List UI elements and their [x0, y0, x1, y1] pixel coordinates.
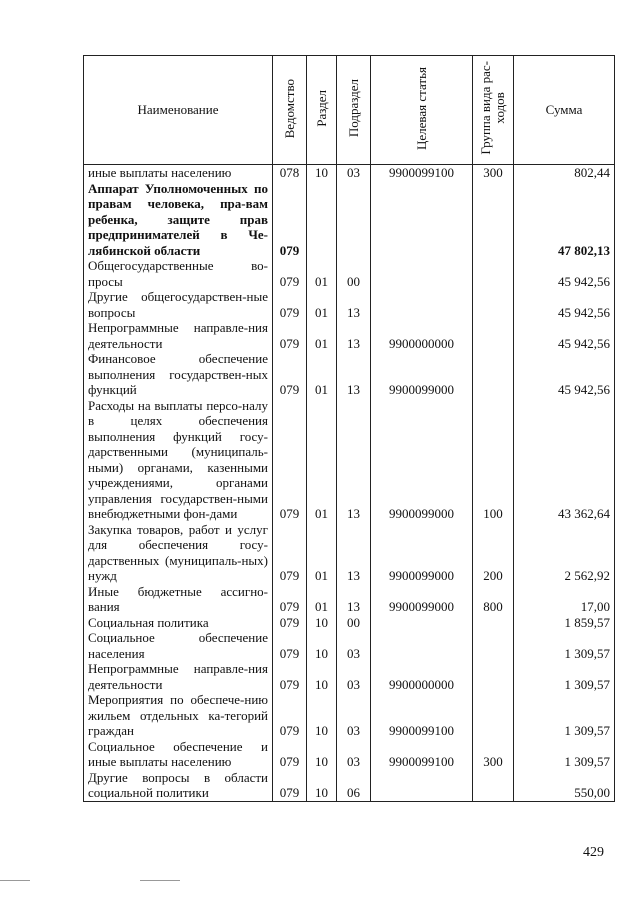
- row-summa: 1 309,57: [514, 692, 615, 739]
- row-podrazdel: 03: [337, 630, 371, 661]
- table-row: [84, 770, 615, 802]
- row-tselevaya-statya: 9900099100: [371, 739, 473, 770]
- row-podrazdel: 13: [337, 289, 371, 320]
- table-row: [84, 320, 615, 351]
- row-name: Закупка товаров, работ и услуг для обеспечения госу-дарственных (муниципаль-ных) нужд: [84, 522, 273, 584]
- row-name: Финансовое обеспечение выполнения государствен-ных функций: [84, 351, 273, 398]
- row-tselevaya-statya: 9900099000: [371, 584, 473, 615]
- row-razdel: 01: [307, 320, 337, 351]
- row-vedomstvo: 079: [273, 770, 307, 802]
- row-vedomstvo: 079: [273, 258, 307, 289]
- table-row: [84, 692, 615, 739]
- row-vedomstvo: 079: [273, 630, 307, 661]
- row-gruppa: 100: [473, 398, 514, 522]
- row-name: Непрограммные направле-ния деятельности: [84, 320, 273, 351]
- row-name: Аппарат Уполномоченных по правам человека, пра-вам ребенка, защите прав предпринимателей в Че-лябинской области: [84, 181, 273, 259]
- row-podrazdel: 03: [337, 661, 371, 692]
- table-header-row: [84, 56, 615, 165]
- row-gruppa: [473, 692, 514, 739]
- row-razdel: 10: [307, 615, 337, 631]
- row-tselevaya-statya: 9900000000: [371, 661, 473, 692]
- row-vedomstvo: 079: [273, 661, 307, 692]
- row-name: Социальная политика: [84, 615, 273, 631]
- row-podrazdel: 13: [337, 584, 371, 615]
- row-name: Мероприятия по обеспече-нию жильем отдельных ка-тегорий граждан: [84, 692, 273, 739]
- row-summa: 45 942,56: [514, 258, 615, 289]
- row-gruppa: [473, 630, 514, 661]
- row-name: Общегосударственные во-просы: [84, 258, 273, 289]
- row-summa: 1 309,57: [514, 661, 615, 692]
- row-podrazdel: 00: [337, 258, 371, 289]
- row-gruppa: [473, 770, 514, 802]
- row-gruppa: 300: [473, 165, 514, 181]
- row-tselevaya-statya: 9900099100: [371, 692, 473, 739]
- row-vedomstvo: 079: [273, 692, 307, 739]
- row-tselevaya-statya: [371, 630, 473, 661]
- row-vedomstvo: 079: [273, 289, 307, 320]
- row-razdel: 10: [307, 770, 337, 802]
- row-tselevaya-statya: [371, 615, 473, 631]
- row-podrazdel: 03: [337, 692, 371, 739]
- row-podrazdel: 13: [337, 351, 371, 398]
- row-razdel: 10: [307, 630, 337, 661]
- row-podrazdel: 03: [337, 739, 371, 770]
- row-summa: 43 362,64: [514, 398, 615, 522]
- row-razdel: 01: [307, 258, 337, 289]
- row-name: иные выплаты населению: [84, 165, 273, 181]
- row-podrazdel: 06: [337, 770, 371, 802]
- row-summa: 1 309,57: [514, 630, 615, 661]
- row-tselevaya-statya: [371, 258, 473, 289]
- row-vedomstvo: 079: [273, 181, 307, 259]
- table-row: [84, 181, 615, 259]
- header-gruppa-vida-raskhodov: Группа вида рас- ходов: [473, 56, 514, 165]
- header-tselevaya-statya: Целевая статья: [371, 56, 473, 165]
- row-podrazdel: [337, 181, 371, 259]
- row-vedomstvo: 079: [273, 320, 307, 351]
- row-tselevaya-statya: [371, 289, 473, 320]
- table-row: [84, 351, 615, 398]
- row-summa: 2 562,92: [514, 522, 615, 584]
- row-summa: 1 859,57: [514, 615, 615, 631]
- table-row: [84, 615, 615, 631]
- row-summa: 550,00: [514, 770, 615, 802]
- row-gruppa: [473, 258, 514, 289]
- header-razdel: Раздел: [307, 56, 337, 165]
- scan-artifact: [140, 880, 180, 881]
- row-summa: 45 942,56: [514, 320, 615, 351]
- page-number: 429: [583, 845, 604, 860]
- row-razdel: 10: [307, 165, 337, 181]
- table-row: [84, 398, 615, 522]
- header-vedomstvo: Ведомство: [273, 56, 307, 165]
- row-podrazdel: 13: [337, 320, 371, 351]
- row-gruppa: [473, 289, 514, 320]
- row-razdel: 10: [307, 661, 337, 692]
- row-vedomstvo: 079: [273, 351, 307, 398]
- row-tselevaya-statya: 9900099100: [371, 165, 473, 181]
- row-gruppa: [473, 615, 514, 631]
- row-razdel: 01: [307, 398, 337, 522]
- row-name: Социальное обеспечение и иные выплаты населению: [84, 739, 273, 770]
- row-podrazdel: 13: [337, 522, 371, 584]
- row-summa: 1 309,57: [514, 739, 615, 770]
- row-razdel: 01: [307, 522, 337, 584]
- table-row: [84, 165, 615, 181]
- row-razdel: 01: [307, 289, 337, 320]
- row-tselevaya-statya: [371, 181, 473, 259]
- budget-table: [83, 55, 615, 802]
- row-podrazdel: 00: [337, 615, 371, 631]
- row-name: Социальное обеспечение населения: [84, 630, 273, 661]
- header-summa: Сумма: [514, 56, 615, 165]
- row-tselevaya-statya: 9900000000: [371, 320, 473, 351]
- row-tselevaya-statya: 9900099000: [371, 351, 473, 398]
- row-vedomstvo: 078: [273, 165, 307, 181]
- row-gruppa: 300: [473, 739, 514, 770]
- table-row: [84, 289, 615, 320]
- row-razdel: 10: [307, 692, 337, 739]
- row-razdel: [307, 181, 337, 259]
- row-name: Непрограммные направле-ния деятельности: [84, 661, 273, 692]
- row-gruppa: [473, 661, 514, 692]
- row-gruppa: 200: [473, 522, 514, 584]
- row-summa: 17,00: [514, 584, 615, 615]
- row-gruppa: [473, 320, 514, 351]
- row-summa: 802,44: [514, 165, 615, 181]
- row-razdel: 01: [307, 351, 337, 398]
- row-name: Иные бюджетные ассигно-вания: [84, 584, 273, 615]
- row-name: Другие общегосударствен-ные вопросы: [84, 289, 273, 320]
- header-podrazdel: Подраздел: [337, 56, 371, 165]
- scan-artifact: [0, 880, 30, 881]
- row-summa: 47 802,13: [514, 181, 615, 259]
- table-row: [84, 522, 615, 584]
- row-tselevaya-statya: 9900099000: [371, 522, 473, 584]
- table-row: [84, 630, 615, 661]
- row-tselevaya-statya: 9900099000: [371, 398, 473, 522]
- row-vedomstvo: 079: [273, 522, 307, 584]
- row-summa: 45 942,56: [514, 351, 615, 398]
- row-podrazdel: 13: [337, 398, 371, 522]
- row-gruppa: [473, 351, 514, 398]
- row-podrazdel: 03: [337, 165, 371, 181]
- table-row: [84, 661, 615, 692]
- table-row: [84, 584, 615, 615]
- row-tselevaya-statya: [371, 770, 473, 802]
- table-row: [84, 739, 615, 770]
- row-vedomstvo: 079: [273, 398, 307, 522]
- row-vedomstvo: 079: [273, 615, 307, 631]
- row-razdel: 01: [307, 584, 337, 615]
- row-vedomstvo: 079: [273, 584, 307, 615]
- row-razdel: 10: [307, 739, 337, 770]
- row-name: Другие вопросы в области социальной политики: [84, 770, 273, 802]
- row-gruppa: [473, 181, 514, 259]
- row-summa: 45 942,56: [514, 289, 615, 320]
- header-name: Наименование: [84, 56, 273, 165]
- row-gruppa: 800: [473, 584, 514, 615]
- row-vedomstvo: 079: [273, 739, 307, 770]
- table-row: [84, 258, 615, 289]
- row-name: Расходы на выплаты персо-налу в целях обеспечения выполнения функций госу-дарственными (муниципаль-ными) органами, казенными учреждениями, органами управления государствен-ными внебюджетными фон-дами: [84, 398, 273, 522]
